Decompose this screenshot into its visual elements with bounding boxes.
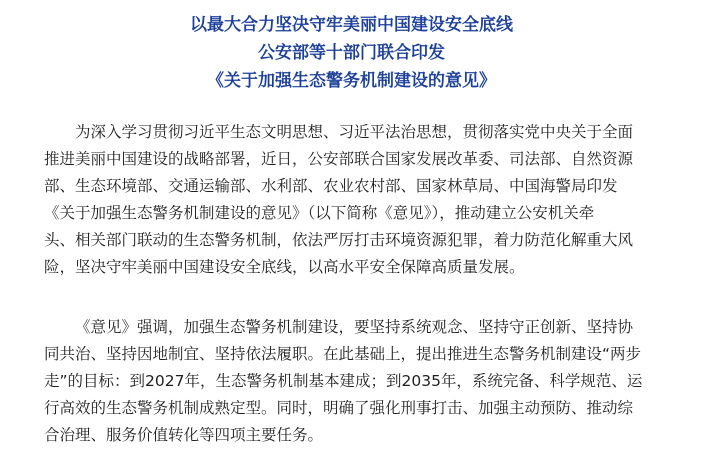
paragraph-line: 为深入学习贯彻习近平生态文明思想、习近平法治思想，贯彻落实党中央关于全面 [75,123,634,141]
headline-line-1: 以最大合力坚决守牢美丽中国建设安全底线 [190,15,513,35]
paragraph-line: 头、相关部门联动的生态警务机制，依法严厉打击环境资源犯罪，着力防范化解重大风 [44,231,634,249]
paragraph-line: 走”的目标：到2027年，生态警务机制基本建成；到2035年，系统完备、科学规范、运 [44,372,643,390]
headline-line-2: 公安部等十部门联合印发 [258,43,445,63]
paragraph-line: 合治理、服务价值转化等四项主要任务。 [44,426,324,444]
paragraph-1 [44,119,662,281]
paragraph-2 [44,314,662,449]
paragraph-line: 《意见》强调，加强生态警务机制建设，要坚持系统观念、坚持守正创新、坚持协 [75,318,634,336]
paragraph-line: 同共治、坚持因地制宜、坚持依法履职。在此基础上，提出推进生态警务机制建设“两步 [44,345,642,363]
headline-line-3: 《关于加强生态警务机制建设的意见》 [207,71,496,91]
paragraph-line: 推进美丽中国建设的战略部署，近日，公安部联合国家发展改革委、司法部、自然资源 [44,150,634,168]
paragraph-line: 部、生态环境部、交通运输部、水利部、农业农村部、国家林草局、中国海警局印发 [44,177,618,195]
paragraph-line: 《关于加强生态警务机制建设的意见》（以下简称《意见》），推动建立公安机关牵 [44,204,595,222]
paragraph-line: 行高效的生态警务机制成熟定型。同时，明确了强化刑事打击、加强主动预防、推动综 [44,399,634,417]
paragraph-line: 险，坚决守牢美丽中国建设安全底线，以高水平安全保障高质量发展。 [44,258,525,276]
